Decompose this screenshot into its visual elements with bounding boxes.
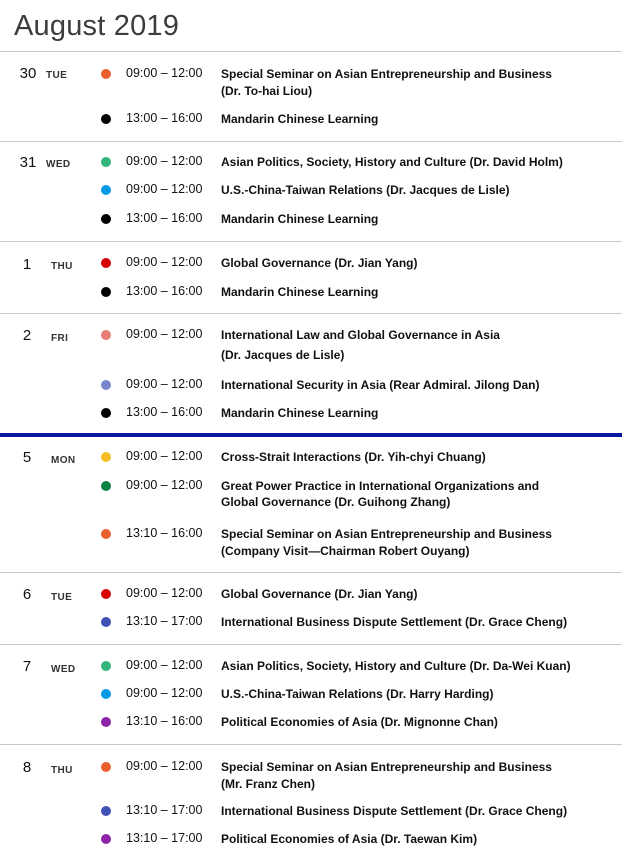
event-time: 13:00 – 16:00 <box>126 111 203 125</box>
event-time: 13:10 – 17:00 <box>126 831 203 845</box>
event-color-dot <box>101 689 111 699</box>
event-color-dot <box>101 408 111 418</box>
event-time: 09:00 – 12:00 <box>126 449 203 463</box>
day-number: 7 <box>22 658 32 675</box>
event-color-dot <box>101 762 111 772</box>
event-color-dot <box>101 717 111 727</box>
event-color-dot <box>101 529 111 539</box>
day-of-week: TUE <box>46 70 68 81</box>
event-color-dot <box>101 114 111 124</box>
event-title: Political Economies of Asia (Dr. Taewan Kim) <box>221 832 478 846</box>
event-title: Mandarin Chinese Learning <box>221 285 379 299</box>
event-color-dot <box>101 589 111 599</box>
page-title: August 2019 <box>14 10 180 42</box>
event-color-dot <box>101 185 111 195</box>
event-title: Mandarin Chinese Learning <box>221 212 379 226</box>
event-time: 13:00 – 16:00 <box>126 284 203 298</box>
day-of-week: THU <box>51 261 73 272</box>
day-of-week: WED <box>46 159 71 170</box>
event-time: 09:00 – 12:00 <box>126 327 203 341</box>
event-time: 09:00 – 12:00 <box>126 759 203 773</box>
divider <box>0 313 622 314</box>
event-title: Asian Politics, Society, History and Culture (Dr. David Holm) <box>221 155 563 169</box>
event-time: 13:00 – 16:00 <box>126 405 203 419</box>
divider <box>0 644 622 645</box>
divider <box>0 572 622 573</box>
divider <box>0 241 622 242</box>
event-color-dot <box>101 287 111 297</box>
week-divider <box>0 433 622 437</box>
event-color-dot <box>101 617 111 627</box>
event-color-dot <box>101 806 111 816</box>
event-title: Mandarin Chinese Learning <box>221 112 379 126</box>
event-title: U.S.-China-Taiwan Relations (Dr. Harry Harding) <box>221 687 494 701</box>
event-title: Global Governance (Dr. Jian Yang) <box>221 256 418 270</box>
event-time: 09:00 – 12:00 <box>126 658 203 672</box>
event-title: Global Governance (Dr. Jian Yang) <box>221 587 418 601</box>
event-color-dot <box>101 258 111 268</box>
event-title: International Business Dispute Settlement (Dr. Grace Cheng) <box>221 804 568 818</box>
event-title: Asian Politics, Society, History and Culture (Dr. Da-Wei Kuan) <box>221 659 571 673</box>
event-title-line2: (Dr. Jacques de Lisle) <box>221 348 345 362</box>
day-number: 8 <box>22 759 32 776</box>
event-time: 13:00 – 16:00 <box>126 211 203 225</box>
event-color-dot <box>101 481 111 491</box>
event-color-dot <box>101 157 111 167</box>
event-time: 13:10 – 16:00 <box>126 526 203 540</box>
day-number: 31 <box>19 154 37 171</box>
event-time: 09:00 – 12:00 <box>126 255 203 269</box>
divider <box>0 744 622 745</box>
event-time: 13:10 – 17:00 <box>126 803 203 817</box>
day-of-week: FRI <box>51 333 69 344</box>
day-number: 5 <box>22 449 32 466</box>
event-title: Political Economies of Asia (Dr. Mignonne Chan) <box>221 715 498 729</box>
day-of-week: THU <box>51 765 73 776</box>
day-number: 2 <box>22 327 32 344</box>
event-title: U.S.-China-Taiwan Relations (Dr. Jacques de Lisle) <box>221 183 510 197</box>
event-time: 09:00 – 12:00 <box>126 66 203 80</box>
event-time: 09:00 – 12:00 <box>126 377 203 391</box>
day-of-week: WED <box>51 664 76 675</box>
day-number: 1 <box>22 256 32 273</box>
day-of-week: TUE <box>51 592 73 603</box>
event-title: International Business Dispute Settlement (Dr. Grace Cheng) <box>221 615 568 629</box>
event-title: Cross-Strait Interactions (Dr. Yih-chyi Chuang) <box>221 450 486 464</box>
event-title: International Law and Global Governance in Asia <box>221 328 500 342</box>
event-time: 09:00 – 12:00 <box>126 182 203 196</box>
event-time: 09:00 – 12:00 <box>126 586 203 600</box>
event-color-dot <box>101 452 111 462</box>
event-title: Mandarin Chinese Learning <box>221 406 379 420</box>
event-title: Special Seminar on Asian Entrepreneurship and Business <box>221 67 552 81</box>
divider <box>0 51 622 52</box>
event-color-dot <box>101 380 111 390</box>
event-time: 13:10 – 17:00 <box>126 614 203 628</box>
day-number: 6 <box>22 586 32 603</box>
event-title-line2: Global Governance (Dr. Guihong Zhang) <box>221 495 451 509</box>
event-color-dot <box>101 661 111 671</box>
event-title: Great Power Practice in International Organizations and <box>221 479 540 493</box>
event-color-dot <box>101 330 111 340</box>
event-time: 09:00 – 12:00 <box>126 154 203 168</box>
event-title: Special Seminar on Asian Entrepreneurship and Business <box>221 527 552 541</box>
divider <box>0 141 622 142</box>
event-time: 13:10 – 16:00 <box>126 714 203 728</box>
day-number: 30 <box>19 65 37 82</box>
event-color-dot <box>101 214 111 224</box>
event-title: International Security in Asia (Rear Admiral. Jilong Dan) <box>221 378 540 392</box>
event-title-line2: (Mr. Franz Chen) <box>221 777 316 791</box>
event-color-dot <box>101 69 111 79</box>
event-title: Special Seminar on Asian Entrepreneurship and Business <box>221 760 552 774</box>
event-time: 09:00 – 12:00 <box>126 686 203 700</box>
event-time: 09:00 – 12:00 <box>126 478 203 492</box>
day-of-week: MON <box>51 455 76 466</box>
event-title-line2: (Company Visit—Chairman Robert Ouyang) <box>221 544 470 558</box>
event-color-dot <box>101 834 111 844</box>
event-title-line2: (Dr. To-hai Liou) <box>221 84 313 98</box>
